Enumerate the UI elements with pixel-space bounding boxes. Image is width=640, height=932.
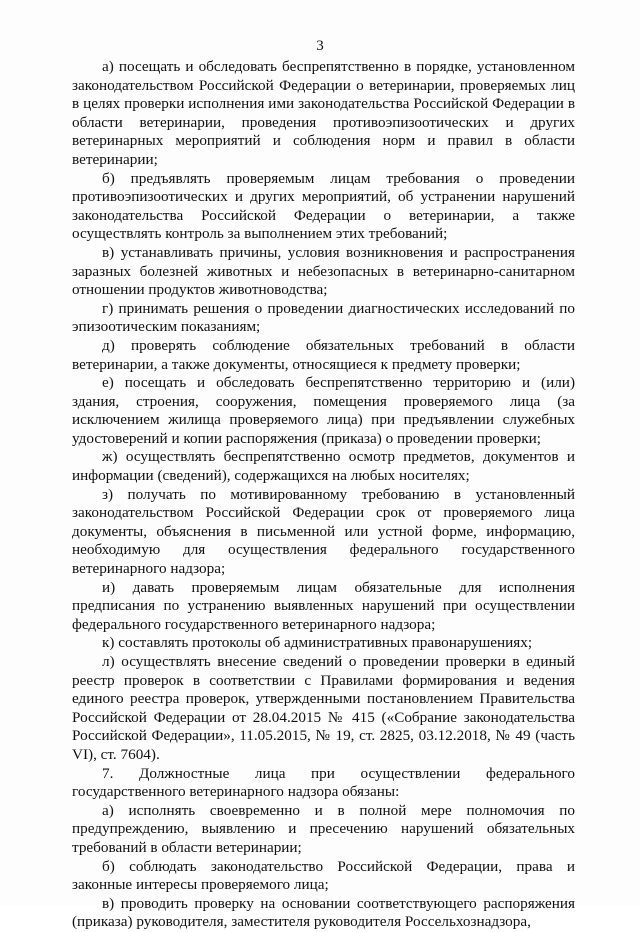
paragraph-7b: б) соблюдать законодательство Российской Федерации, права и законные интересы проверяемого лица; [72,857,575,894]
paragraph-6v: в) устанавливать причины, условия возникновения и распространения заразных болезней животных и небезопасных в ветеринарно-санитарном отношении продуктов животноводства; [72,243,575,299]
paragraph-6l: л) осуществлять внесение сведений о проведении проверки в единый реестр проверок в соответствии с Правилами формирования и ведения единого реестра проверок, утвержденными постановлением Правительства Российской Федерации от 28.04.2015 № 415 («Собрание законодательства Российской Федерации», 11.05.2015, № 19, ст. 2825, 03.12.2018, № 49 (часть VI), ст. 7604). [72,653,575,763]
paragraph-6zh: ж) осуществлять беспрепятственно осмотр предметов, документов и информации (сведений), содержащихся на любых носителях; [72,448,575,485]
paragraph-7a: а) исполнять своевременно и в полной мере полномочия по предупреждению, выявлению и пресечению нарушений обязательных требований в области ветеринарии; [72,801,575,856]
paragraph-6b: б) предъявлять проверяемым лицам требования о проведении противоэпизоотических и других мероприятий, об устранении нарушений законодательства Российской Федерации о ветеринарии, а также осуществлять контроль за выполнением этих требований; [72,169,575,243]
paragraph-6a: а) посещать и обследовать беспрепятственно в порядке, установленном законодательством Российской Федерации о ветеринарии, проверяемых лиц в целях проверки исполнения ими законодательства Российской Федерации в области ветеринарии, проведения противоэпизоотических и других ветеринарных мероприятий и соблюдения норм и правил в области ветеринарии; [72,58,575,168]
section-7-heading: 7. Должностные лица при осуществлении федерального государственного ветеринарного надзора обязаны: [72,764,575,801]
page-number: 3 [316,38,324,54]
paragraph-6k: к) составлять протоколы об административных правонарушениях; [102,634,533,652]
paragraph-6d: д) проверять соблюдение обязательных требований в области ветеринарии, а также документы, относящиеся к предмету проверки; [72,336,575,373]
paragraph-6g: г) принимать решения о проведении диагностических исследований по эпизоотическим показаниям; [72,299,575,336]
paragraph-6z: з) получать по мотивированному требованию в установленный законодательством Российской Федерации срок от проверяемого лица документы, объяснения в письменной или устной форме, информацию, необходимую для осуществления федерального государственного ветеринарного надзора; [72,485,575,578]
paragraph-6e: е) посещать и обследовать беспрепятственно территорию и (или) здания, строения, сооружения, помещения проверяемого лица (за исключением жилища проверяемого лица) при предъявлении служебных удостоверений и копии распоряжения (приказа) о проведении проверки; [72,374,575,447]
document-body [72,58,575,932]
paragraph-6i: и) давать проверяемым лицам обязательные для исполнения предписания по устранению выявленных нарушений при осуществлении федерального государственного ветеринарного надзора; [72,578,575,633]
paragraph-7v: в) проводить проверку на основании соответствующего распоряжения (приказа) руководителя, заместителя руководителя Россельхознадзора, [72,894,575,931]
